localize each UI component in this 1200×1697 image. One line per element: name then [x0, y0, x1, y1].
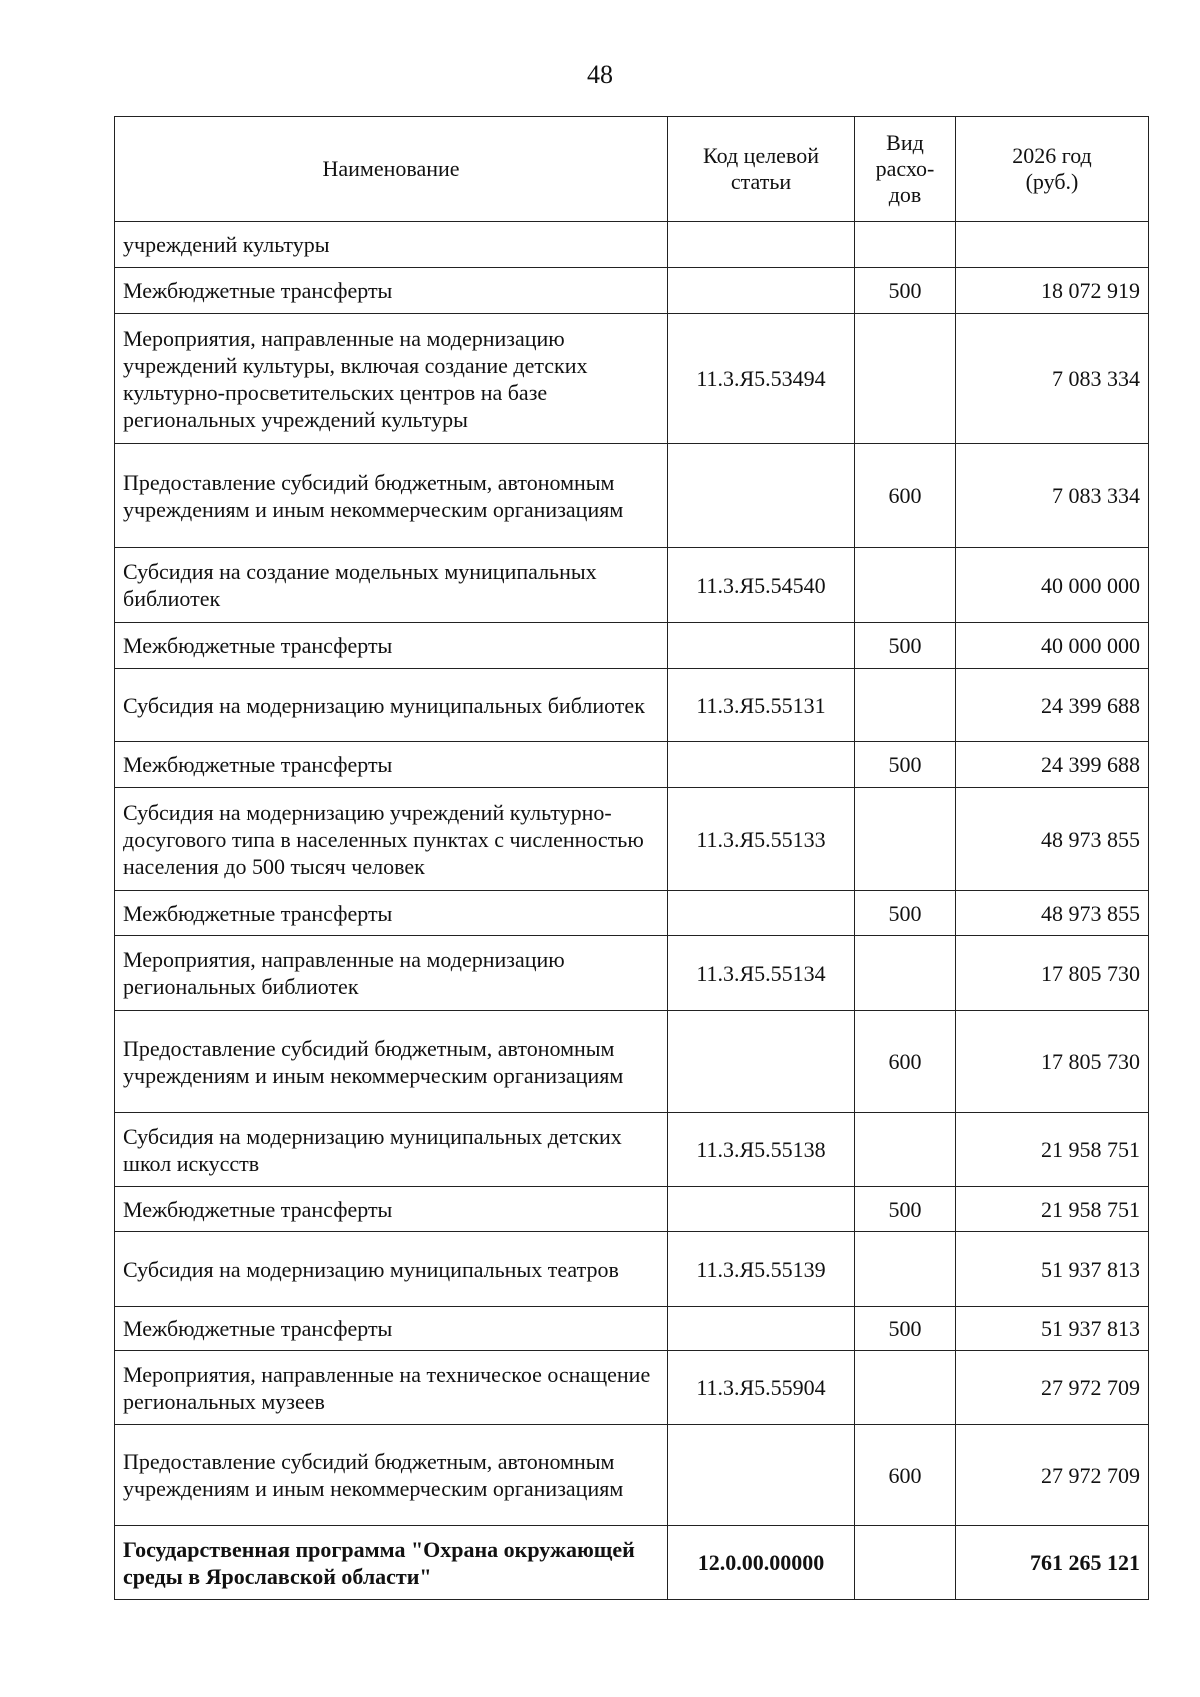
header-code: Код целевой статьи	[668, 117, 855, 222]
cell-code: 11.3.Я5.55138	[668, 1113, 855, 1187]
cell-kind	[855, 222, 956, 268]
cell-amount	[956, 222, 1149, 268]
cell-code: 11.3.Я5.55904	[668, 1351, 855, 1425]
cell-amount: 27 972 709	[956, 1425, 1149, 1526]
cell-name: Субсидия на модернизацию муниципальных театров	[115, 1232, 668, 1307]
cell-name: Государственная программа "Охрана окружающей среды в Ярославской области"	[115, 1526, 668, 1600]
cell-amount: 51 937 813	[956, 1307, 1149, 1351]
header-row	[115, 117, 1149, 222]
table-row	[115, 623, 1149, 669]
cell-code	[668, 1011, 855, 1113]
cell-code	[668, 1425, 855, 1526]
cell-code: 11.3.Я5.53494	[668, 314, 855, 444]
cell-kind: 500	[855, 742, 956, 788]
cell-code	[668, 444, 855, 548]
table-row	[115, 891, 1149, 936]
cell-code	[668, 623, 855, 669]
cell-kind	[855, 548, 956, 623]
table-body	[115, 222, 1149, 1600]
cell-amount: 7 083 334	[956, 444, 1149, 548]
table-row	[115, 1307, 1149, 1351]
cell-code: 11.3.Я5.54540	[668, 548, 855, 623]
cell-name: Субсидия на создание модельных муниципальных библиотек	[115, 548, 668, 623]
budget-table	[114, 116, 1149, 1600]
cell-kind: 500	[855, 268, 956, 314]
cell-code: 11.3.Я5.55139	[668, 1232, 855, 1307]
table-row	[115, 1526, 1149, 1600]
cell-kind	[855, 1113, 956, 1187]
header-amount: 2026 год (руб.)	[956, 117, 1149, 222]
cell-name: Предоставление субсидий бюджетным, автономным учреждениям и иным некоммерческим организациям	[115, 1011, 668, 1113]
cell-amount: 51 937 813	[956, 1232, 1149, 1307]
cell-name: Предоставление субсидий бюджетным, автономным учреждениям и иным некоммерческим организациям	[115, 444, 668, 548]
cell-code: 11.3.Я5.55133	[668, 788, 855, 891]
cell-name: Межбюджетные трансферты	[115, 268, 668, 314]
cell-amount: 24 399 688	[956, 742, 1149, 788]
cell-kind	[855, 1351, 956, 1425]
cell-amount: 7 083 334	[956, 314, 1149, 444]
table-row	[115, 742, 1149, 788]
table-row	[115, 669, 1149, 742]
table-row	[115, 444, 1149, 548]
cell-kind: 600	[855, 1011, 956, 1113]
cell-kind	[855, 1526, 956, 1600]
table-row	[115, 1425, 1149, 1526]
table-row	[115, 1232, 1149, 1307]
table-row	[115, 1187, 1149, 1232]
cell-amount: 761 265 121	[956, 1526, 1149, 1600]
cell-name: Межбюджетные трансферты	[115, 742, 668, 788]
table-row	[115, 1351, 1149, 1425]
cell-kind: 500	[855, 623, 956, 669]
cell-amount: 24 399 688	[956, 669, 1149, 742]
cell-code	[668, 1307, 855, 1351]
cell-code	[668, 1187, 855, 1232]
table-row	[115, 1113, 1149, 1187]
cell-code	[668, 742, 855, 788]
table-header	[115, 117, 1149, 222]
header-name: Наименование	[115, 117, 668, 222]
cell-kind: 500	[855, 1307, 956, 1351]
table-row	[115, 788, 1149, 891]
cell-kind	[855, 788, 956, 891]
cell-name: Предоставление субсидий бюджетным, автономным учреждениям и иным некоммерческим организациям	[115, 1425, 668, 1526]
cell-amount: 21 958 751	[956, 1113, 1149, 1187]
table-row	[115, 314, 1149, 444]
cell-kind: 500	[855, 1187, 956, 1232]
cell-name: Мероприятия, направленные на техническое оснащение региональных музеев	[115, 1351, 668, 1425]
cell-code: 11.3.Я5.55131	[668, 669, 855, 742]
cell-kind: 600	[855, 444, 956, 548]
cell-kind	[855, 314, 956, 444]
cell-amount: 27 972 709	[956, 1351, 1149, 1425]
cell-kind: 600	[855, 1425, 956, 1526]
cell-name: Межбюджетные трансферты	[115, 1187, 668, 1232]
table-row	[115, 222, 1149, 268]
cell-name: учреждений культуры	[115, 222, 668, 268]
table-row	[115, 268, 1149, 314]
cell-name: Субсидия на модернизацию муниципальных библиотек	[115, 669, 668, 742]
cell-amount: 48 973 855	[956, 788, 1149, 891]
cell-code: 12.0.00.00000	[668, 1526, 855, 1600]
cell-amount: 48 973 855	[956, 891, 1149, 936]
cell-kind	[855, 1232, 956, 1307]
cell-amount: 40 000 000	[956, 623, 1149, 669]
cell-code	[668, 268, 855, 314]
table-row	[115, 1011, 1149, 1113]
cell-kind: 500	[855, 891, 956, 936]
cell-name: Межбюджетные трансферты	[115, 623, 668, 669]
cell-amount: 21 958 751	[956, 1187, 1149, 1232]
cell-kind	[855, 936, 956, 1011]
cell-kind	[855, 669, 956, 742]
cell-name: Межбюджетные трансферты	[115, 891, 668, 936]
cell-code	[668, 891, 855, 936]
cell-name: Мероприятия, направленные на модернизацию учреждений культуры, включая создание детских культурно-просветительских центров на базе региональных учреждений культуры	[115, 314, 668, 444]
cell-name: Межбюджетные трансферты	[115, 1307, 668, 1351]
cell-name: Субсидия на модернизацию муниципальных детских школ искусств	[115, 1113, 668, 1187]
cell-amount: 17 805 730	[956, 936, 1149, 1011]
cell-name: Мероприятия, направленные на модернизацию региональных библиотек	[115, 936, 668, 1011]
cell-amount: 40 000 000	[956, 548, 1149, 623]
cell-code	[668, 222, 855, 268]
table-row	[115, 936, 1149, 1011]
header-kind: Вид расхо- дов	[855, 117, 956, 222]
cell-code: 11.3.Я5.55134	[668, 936, 855, 1011]
table-row	[115, 548, 1149, 623]
cell-amount: 18 072 919	[956, 268, 1149, 314]
cell-name: Субсидия на модернизацию учреждений культурно-досугового типа в населенных пунктах с численностью населения до 500 тысяч человек	[115, 788, 668, 891]
cell-amount: 17 805 730	[956, 1011, 1149, 1113]
page-number: 48	[587, 60, 613, 89]
